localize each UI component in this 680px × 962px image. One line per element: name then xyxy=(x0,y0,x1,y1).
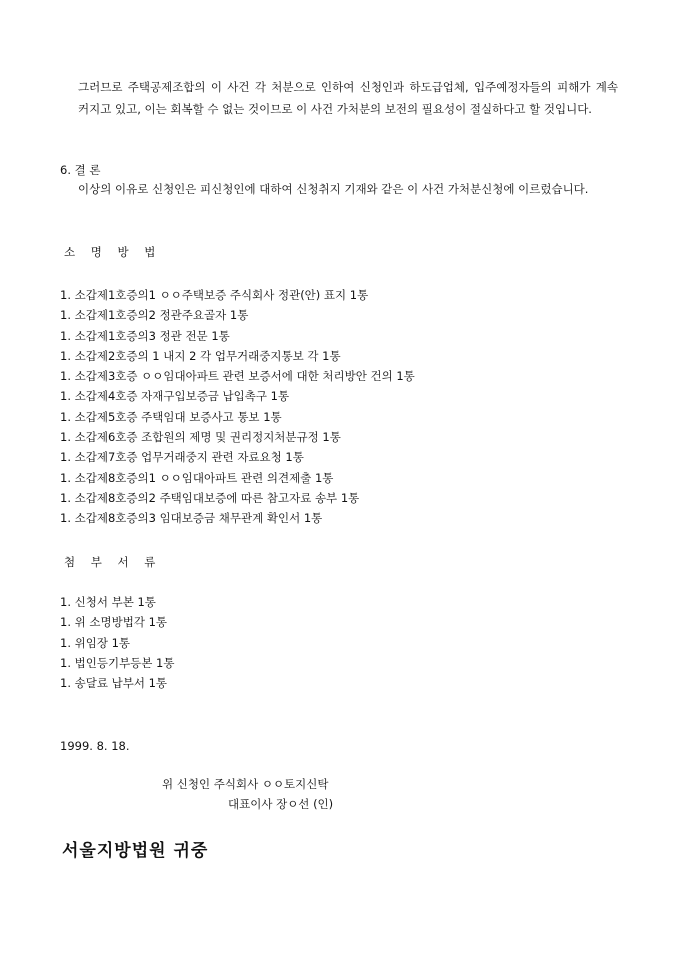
evidence-item: 1. 소갑제8호증의2 주택임대보증에 따른 참고자료 송부 1통 xyxy=(60,490,360,505)
filing-date: 1999. 8. 18. xyxy=(60,739,130,753)
evidence-section-title: 소 명 방 법 xyxy=(64,245,162,259)
evidence-item: 1. 소갑제6호증 조합원의 제명 및 권리정지처분규정 1통 xyxy=(60,430,341,445)
evidence-item: 1. 소갑제1호증의1 ㅇㅇ주택보증 주식회사 정관(안) 표지 1통 xyxy=(60,288,369,302)
evidence-item: 1. 소갑제5호증 주택임대 보증사고 통보 1통 xyxy=(60,409,282,424)
attachment-item: 1. 위 소명방법각 1통 xyxy=(60,615,168,630)
evidence-item: 1. 소갑제8호증의3 임대보증금 채무관계 확인서 1통 xyxy=(60,511,323,526)
representative-line: 대표이사 장ㅇ선 (인) xyxy=(228,797,334,811)
court-addressee: 서울지방법원 귀중 xyxy=(62,841,209,861)
attachment-item: 1. 위임장 1통 xyxy=(60,635,131,650)
attachment-item: 1. 신청서 부본 1통 xyxy=(60,595,156,609)
attachments-section-title: 첨 부 서 류 xyxy=(64,555,162,569)
applicant-line: 위 신청인 주식회사 ㅇㅇ토지신탁 xyxy=(162,777,329,791)
evidence-item: 1. 소갑제2호증의 1 내지 2 각 업무거래중지통보 각 1통 xyxy=(60,348,341,363)
evidence-item: 1. 소갑제3호증 ㅇㅇ임대아파트 관련 보증서에 대한 처리방안 건의 1통 xyxy=(60,369,415,384)
attachment-item: 1. 송달료 납부서 1통 xyxy=(60,676,168,691)
attachments-list xyxy=(60,592,174,693)
evidence-list xyxy=(60,285,415,529)
evidence-item: 1. 소갑제7호증 업무거래중지 관련 자료요청 1통 xyxy=(60,450,304,465)
conclusion-paragraph: 이상의 이유로 신청인은 피신청인에 대하여 신청취지 기재와 같은 이 사건 가처분신청에 이르렀습니다. xyxy=(78,182,589,196)
conclusion-heading: 6. 결 론 xyxy=(60,163,101,177)
evidence-item: 1. 소갑제4호증 자재구입보증금 납입촉구 1통 xyxy=(60,389,290,404)
evidence-item: 1. 소갑제1호증의3 정관 전문 1통 xyxy=(60,328,230,343)
attachment-item: 1. 법인등기부등본 1통 xyxy=(60,655,175,670)
evidence-item: 1. 소갑제8호증의1 ㅇㅇ임대아파트 관련 의견제출 1통 xyxy=(60,470,334,485)
necessity-paragraph: 그러므로 주택공제조합의 이 사건 각 처분으로 인하여 신청인과 하도급업체, 입주예정자들의 피해가 계속 커지고 있고, 이는 회복할 수 없는 것이므로 이 사건 가처분의 보전의 필요성이 절실하다고 할 것입니다. xyxy=(78,80,618,116)
evidence-item: 1. 소갑제1호증의2 정관주요골자 1통 xyxy=(60,308,249,323)
